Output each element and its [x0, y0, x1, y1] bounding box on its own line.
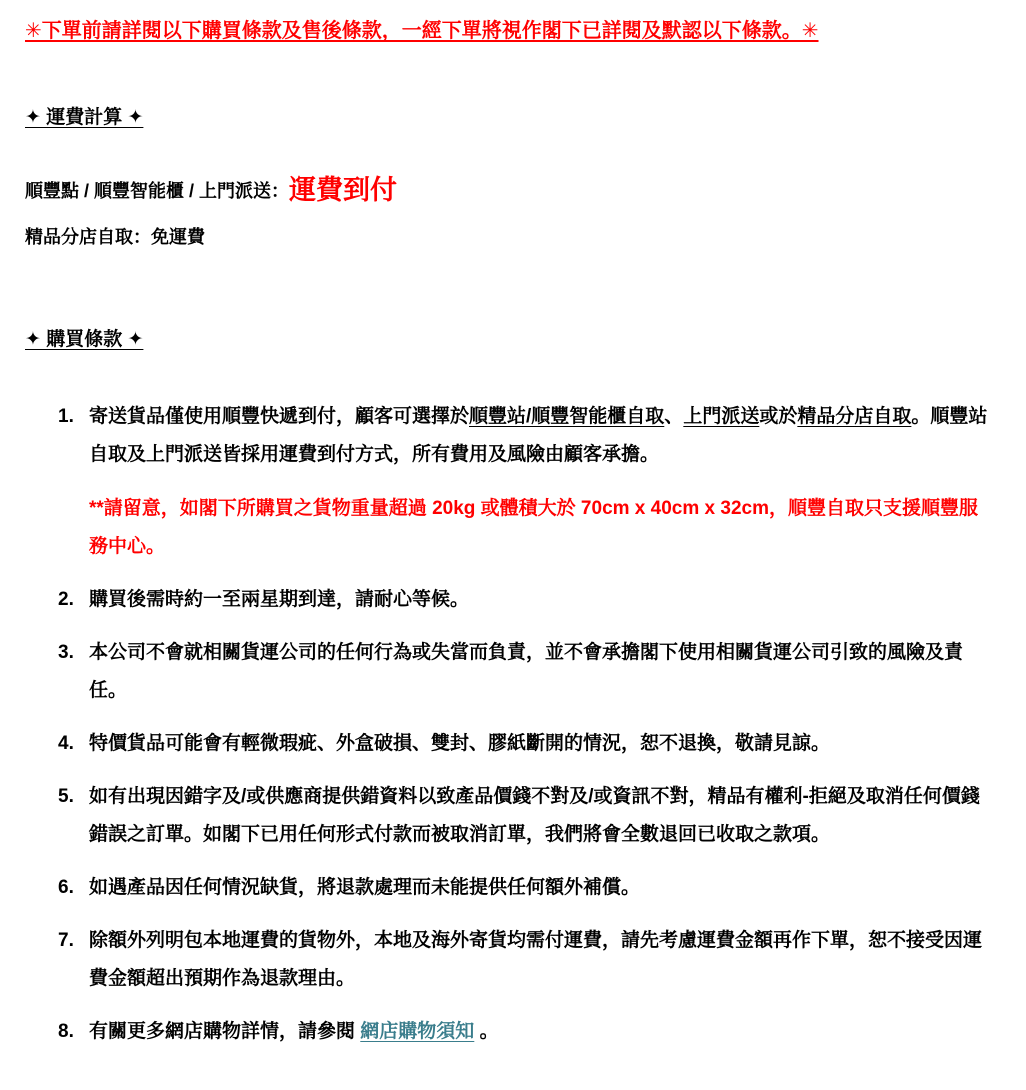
term-underlined-segment: 順豐站/順豐智能櫃自取 — [469, 406, 665, 428]
term-segment: 本公司不會就相關貨運公司的任何行為或失當而負責，並不會承擔閣下使用相關貨運公司引致的風險及責任。 — [89, 642, 964, 702]
term-item — [89, 778, 988, 854]
term-item — [89, 1013, 988, 1051]
term-text — [89, 922, 988, 998]
store-pickup-free-line: 精品分店自取：免運費 — [25, 226, 205, 247]
term-text — [89, 778, 988, 854]
term-item — [89, 634, 988, 710]
term-segment: 。順豐站自取及上門派送皆採用運費到付方式，所有費用及風險由顧客承擔。 — [89, 406, 988, 466]
term-text — [89, 1013, 988, 1051]
term-segment: 如有出現因錯字及/或供應商提供錯資料以致產品價錢不對及/或資訊不對，精品有權利-拒絕及取消任何價錢錯誤之訂單。如閣下已用任何形式付款而被取消訂單，我們將會全數退回已收取之款項。 — [89, 786, 980, 846]
term-underlined-segment: 上門派送 — [683, 406, 760, 428]
term-text — [89, 398, 988, 474]
term-segment: 、 — [664, 406, 684, 428]
shipping-methods-label: 順豐點 / 順豐智能櫃 / 上門派送： — [25, 180, 290, 201]
term-text — [89, 869, 988, 907]
term-underlined-segment: 精品分店自取 — [797, 406, 912, 428]
pre-order-notice: ✳下單前請詳閱以下購買條款及售後條款，一經下單將視作閣下已詳閱及默認以下條款。✳ — [25, 20, 819, 42]
term-segment: 除額外列明包本地運費的貨物外，本地及海外寄貨均需付運費，請先考慮運費金額再作下單，恕不接受因運費金額超出預期作為退款理由。 — [89, 930, 983, 990]
term-segment: 有關更多網店購物詳情，請參閱 — [89, 1021, 361, 1043]
store-shopping-guide-link[interactable]: 網店購物須知 — [360, 1021, 475, 1043]
term-item — [89, 581, 988, 619]
term-segment: 如遇產品因任何情況缺貨，將退款處理而未能提供任何額外補償。 — [89, 877, 641, 899]
purchase-terms-section-title: ✦ 購買條款 ✦ — [25, 329, 144, 351]
shipping-section-title: ✦ 運費計算 ✦ — [25, 106, 144, 128]
term-item — [89, 725, 988, 763]
term-segment: 或於 — [759, 406, 798, 428]
term-text — [89, 725, 988, 763]
term-segment: 特價貨品可能會有輕微瑕疵、外盒破損、雙封、膠紙斷開的情況，恕不退換，敬請見諒。 — [89, 733, 831, 755]
term-segment: 。 — [474, 1021, 499, 1043]
term-text — [89, 634, 988, 710]
terms-list — [25, 398, 988, 1051]
shipping-methods-line — [25, 174, 988, 207]
term-text — [89, 581, 988, 619]
term-segment: 寄送貨品僅使用順豐快遞到付，顧客可選擇於 — [89, 406, 470, 428]
term-item — [89, 869, 988, 907]
shipping-fee-collect-value: 運費到付 — [289, 174, 398, 205]
term-item — [89, 922, 988, 998]
term-item — [89, 398, 988, 566]
weight-size-warning: **請留意，如閣下所購買之貨物重量超過 20kg 或體積大於 70cm x 40cm x 32cm，順豐自取只支援順豐服務中心。 — [89, 498, 978, 558]
term-segment: 購買後需時約一至兩星期到達，請耐心等候。 — [89, 589, 470, 611]
